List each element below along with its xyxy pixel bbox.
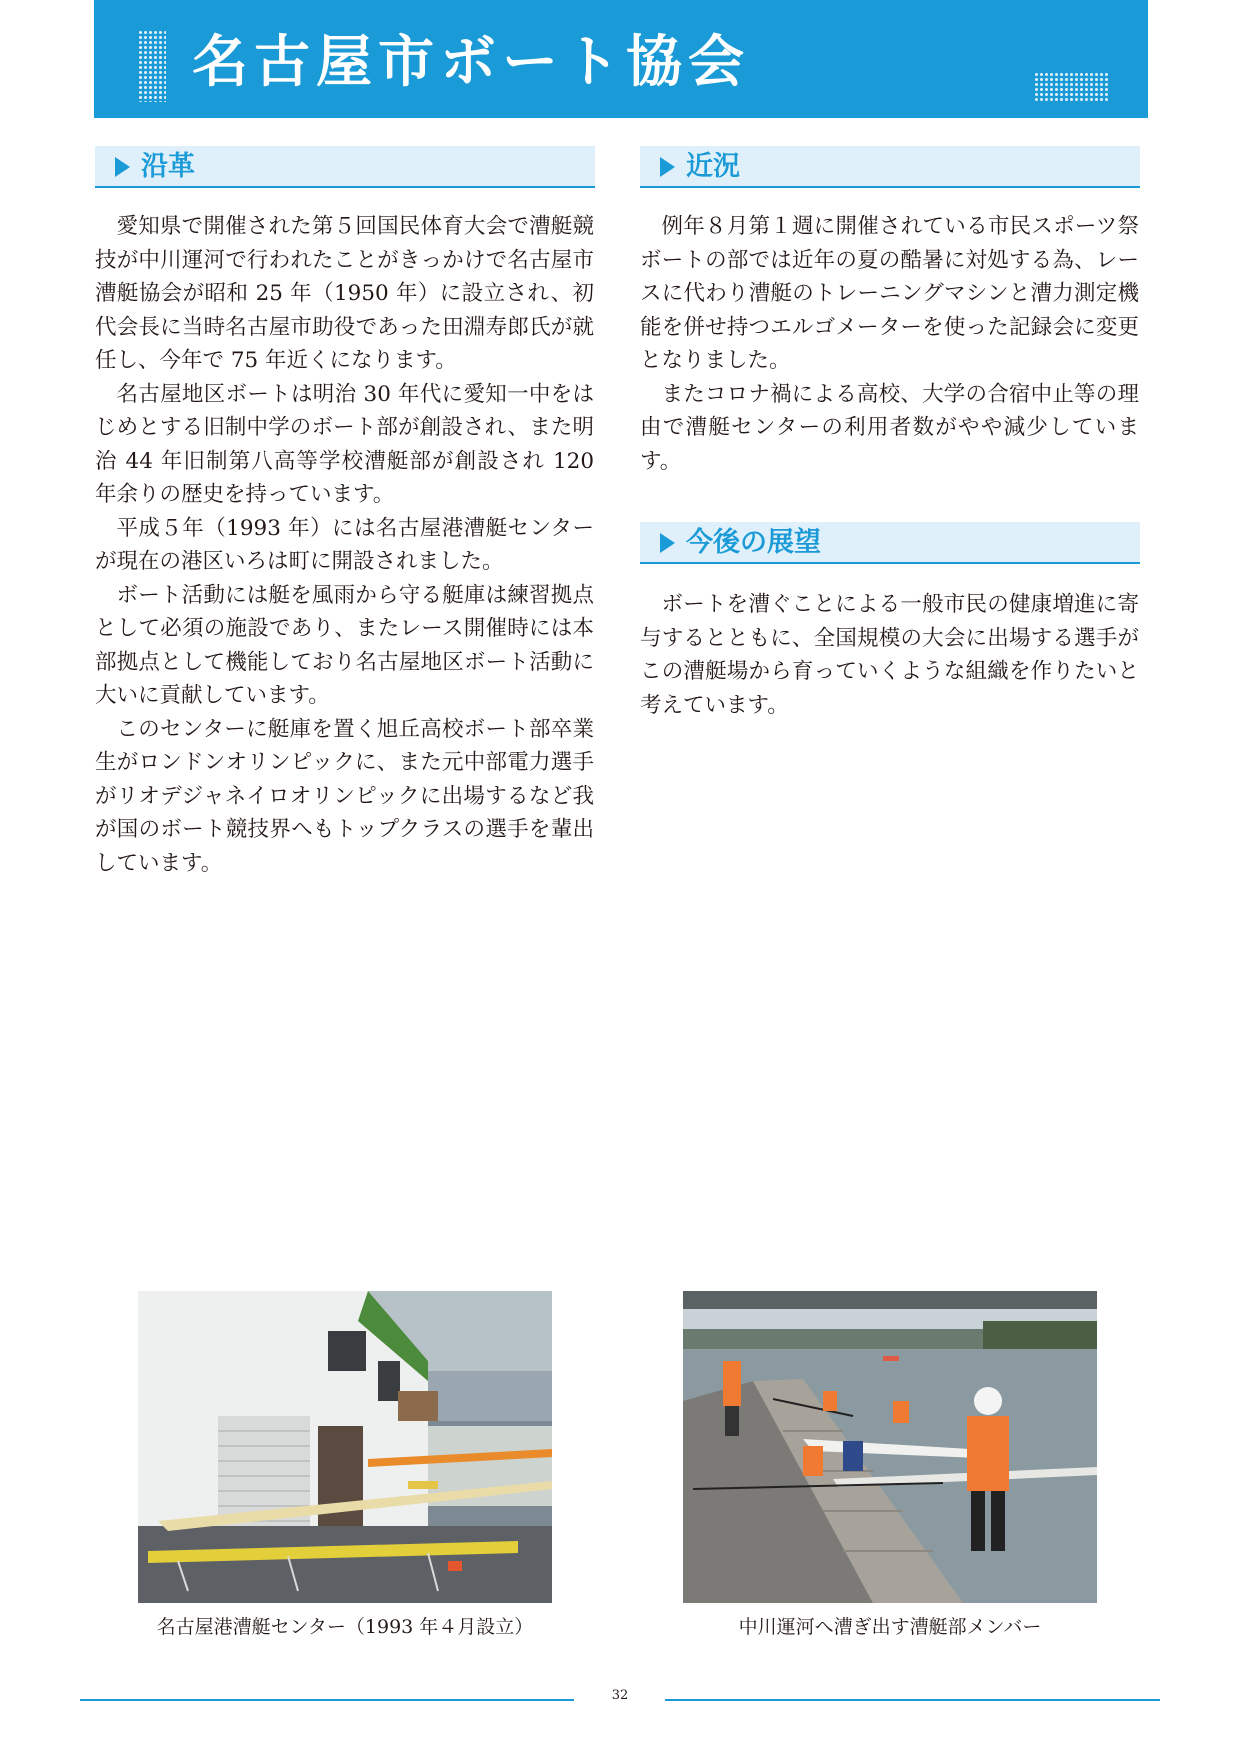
paragraph: またコロナ禍による高校、大学の合宿中止等の理由で漕艇センターの利用者数がやや減少しています。 (640, 381, 1139, 474)
paragraph: 例年８月第１週に開催されている市民スポーツ祭ボートの部では近年の夏の酷暑に対処する為、レースに代わり漕艇のトレーニングマシンと漕力測定機能を併せ持つエルゴメーターを使った記録会に変更となりました。 (640, 214, 1139, 373)
photo-boathouse (138, 1291, 552, 1603)
paragraph: このセンターに艇庫を置く旭丘高校ボート部卒業生がロンドンオリンピックに、また元中部電力選手がリオデジャネイロオリンピックに出場するなど我が国のボート競技界へもトップクラスの選手を輩出しています。 (95, 716, 594, 876)
photo-caption: 中川運河へ漕ぎ出す漕艇部メンバー (738, 1616, 1042, 1638)
footer-rule-right (665, 1699, 1160, 1701)
page-title: 名古屋市ボート協会 (192, 30, 750, 95)
section-heading-recent (640, 146, 1140, 188)
banner-dot-pattern (1034, 72, 1108, 102)
section-body-outlook (640, 588, 1139, 722)
page-number: 32 (611, 1688, 629, 1703)
triangle-bullet-icon (660, 533, 675, 553)
title-banner (94, 0, 1148, 118)
section-heading-label: 今後の展望 (686, 527, 821, 558)
section-heading-label: 近況 (686, 151, 740, 182)
banner-dot-pattern (138, 30, 166, 102)
paragraph: 名古屋地区ボートは明治 30 年代に愛知一中をはじめとする旧制中学のボート部が創設され、また明治 44 年旧制第八高等学校漕艇部が創設され 120 年余りの歴史を持っています。 (95, 381, 594, 507)
section-body-history (95, 210, 594, 880)
paragraph: ボートを漕ぐことによる一般市民の健康増進に寄与するとともに、全国規模の大会に出場する選手がこの漕艇場から育っていくような組織を作りたいと考えています。 (640, 592, 1139, 718)
footer-rule-left (80, 1699, 574, 1701)
triangle-bullet-icon (660, 157, 675, 177)
paragraph: 平成５年（1993 年）には名古屋港漕艇センターが現在の港区いろは町に開設されました。 (95, 515, 594, 574)
section-heading-history (95, 146, 595, 188)
paragraph: 愛知県で開催された第５回国民体育大会で漕艇競技が中川運河で行われたことがきっかけで名古屋市漕艇協会が昭和 25 年（1950 年）に設立され、初代会長に当時名古屋市助役であった田淵寿郎氏が就任し、今年で 75 年近くになります。 (95, 214, 594, 373)
paragraph: ボート活動には艇を風雨から守る艇庫は練習拠点として必須の施設であり、またレース開催時には本部拠点として機能しており名古屋地区ボート活動に大いに貢献しています。 (95, 582, 594, 708)
section-body-recent (640, 210, 1139, 478)
photo-caption: 名古屋港漕艇センター（1993 年４月設立） (156, 1616, 534, 1638)
triangle-bullet-icon (115, 157, 130, 177)
section-heading-outlook (640, 522, 1140, 564)
photo-rowers (683, 1291, 1097, 1603)
section-heading-label: 沿革 (141, 151, 195, 182)
